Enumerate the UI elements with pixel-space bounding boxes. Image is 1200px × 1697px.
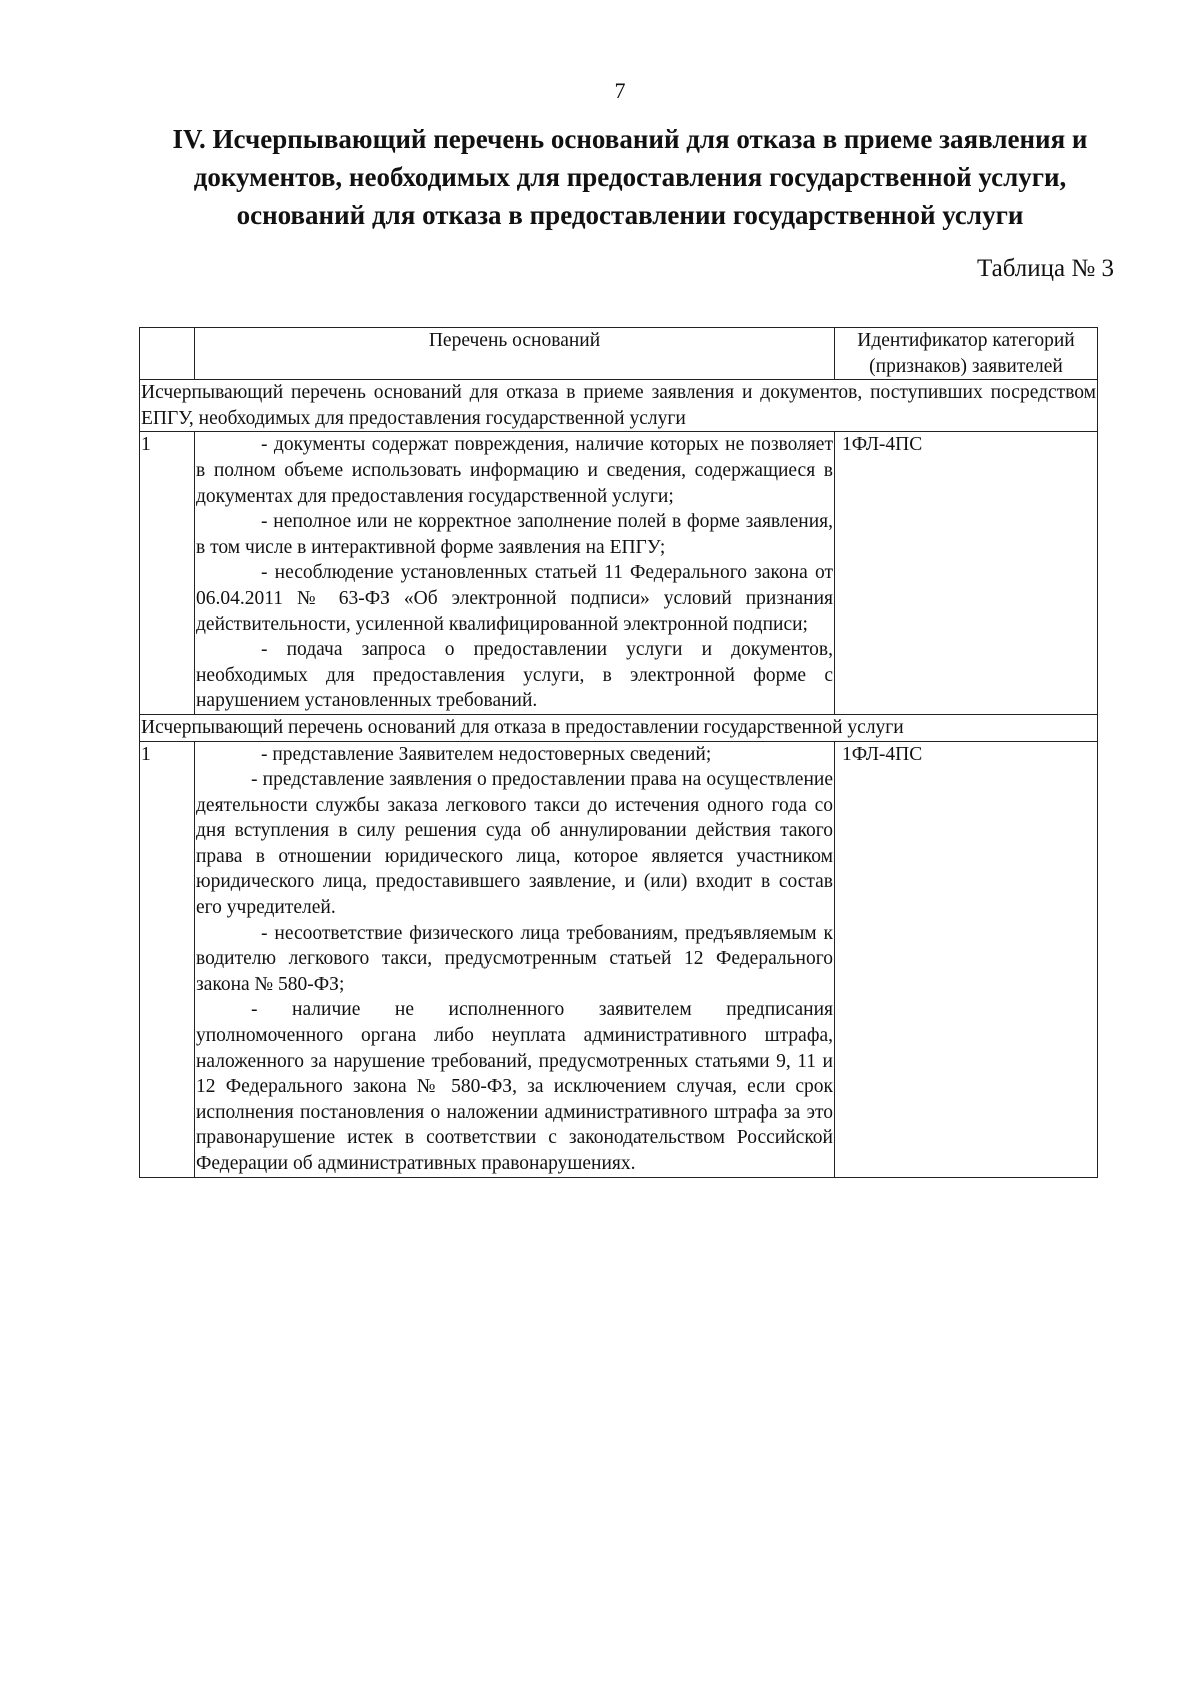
reason-item: - несоблюдение установленных статьей 11 Федерального закона от 06.04.2011 № 63-ФЗ «Об электронной подписи» условий признания действительности, усиленной квалифицированной электронной подписи;: [196, 562, 833, 635]
section-heading-row: [140, 714, 1098, 741]
section-title-line: IV. Исчерпывающий перечень оснований для отказа в приеме заявления и: [172, 124, 1088, 154]
section-title: [130, 120, 1130, 234]
header-identifier: Идентификатор категорий (признаков) заявителей: [835, 328, 1098, 380]
reason-item: - представление Заявителем недостоверных сведений;: [261, 743, 712, 765]
reason-item: - несоответствие физического лица требованиям, предъявляемым к водителю легкового такси, предусмотренным статьей 12 Федерального закона № 580-ФЗ;: [196, 922, 833, 995]
reason-item: - подача запроса о предоставлении услуги и документов, необходимых для предоставления услуги, в электронной форме с нарушением установленных требований.: [196, 639, 833, 712]
identifier-value: 1ФЛ-4ПС: [842, 434, 923, 456]
section-title-line: оснований для отказа в предоставлении государственной услуги: [236, 200, 1024, 230]
row-number: 1: [140, 432, 195, 715]
grounds-cell: [195, 432, 835, 715]
table-header-row: [140, 328, 1098, 380]
table-row: [140, 741, 1098, 1177]
page-number: 7: [614, 78, 626, 103]
table-label: Таблица № 3: [976, 255, 1114, 282]
section-title-line: документов, необходимых для предоставления государственной услуги,: [193, 162, 1067, 192]
reason-item: - неполное или не корректное заполнение полей в форме заявления, в том числе в интерактивной форме заявления на ЕПГУ;: [196, 511, 833, 558]
identifier-value: 1ФЛ-4ПС: [842, 743, 923, 765]
identifier-cell: [835, 741, 1098, 1177]
reason-item: - документы содержат повреждения, наличие которых не позволяет в полном объеме использовать информацию и сведения, содержащиеся в документах для предоставления государственной услуги;: [196, 434, 833, 507]
table-row: [140, 432, 1098, 715]
grounds-table: [139, 327, 1098, 1178]
section-heading: Исчерпывающий перечень оснований для отказа в предоставлении государственной услуги: [140, 714, 1098, 741]
header-grounds: Перечень оснований: [195, 328, 835, 380]
row-number: 1: [140, 741, 195, 1177]
reason-item: - представление заявления о предоставлении права на осуществление деятельности службы заказа легкового такси до истечения одного года со дня вступления в силу решения суда об аннулировании действия такого права в отношении юридического лица, которое является участником юридического лица, предоставившего заявление, и (или) входит в состав его учредителей.: [196, 769, 833, 919]
section-heading: Исчерпывающий перечень оснований для отказа в приеме заявления и документов, поступивших посредством ЕПГУ, необходимых для предоставления государственной услуги: [140, 380, 1098, 432]
grounds-cell: [195, 741, 835, 1177]
section-heading-row: [140, 380, 1098, 432]
identifier-cell: [835, 432, 1098, 715]
reason-item: - наличие не исполненного заявителем предписания уполномоченного органа либо неуплата административного штрафа, наложенного за нарушение требований, предусмотренных статьями 9, 11 и 12 Федерального закона № 580-ФЗ, за исключением случая, если срок исполнения постановления о наложении административного штрафа за это правонарушение истек в соответствии с законодательством Российской Федерации об административных правонарушениях.: [196, 999, 833, 1174]
header-number: [140, 328, 195, 380]
